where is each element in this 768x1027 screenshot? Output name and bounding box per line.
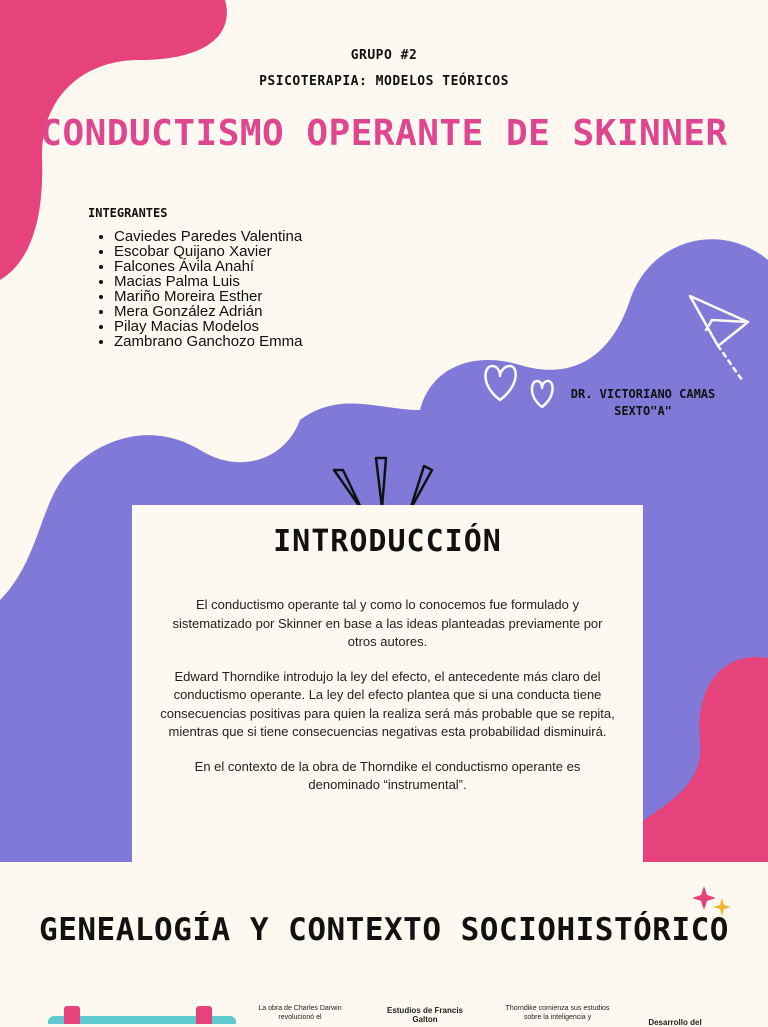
timeline-bar	[48, 1006, 236, 1024]
list-item: • Pilay Macias Modelos	[114, 319, 302, 334]
group-label: GRUPO #2	[350, 48, 418, 63]
intro-paragraph: En el contexto de la obra de Thorndike el conductismo operante es denominado “instrumental”.	[194, 758, 581, 792]
intro-body	[160, 596, 615, 811]
timeline-entry: Estudios de Francis Galton	[386, 1006, 464, 1024]
page-title: CONDUCTISMO OPERANTE DE SKINNER	[40, 113, 728, 154]
intro-paragraph: Edward Thorndike introdujo la ley del efecto, el antecedente más claro del conductismo operante. La ley del efecto plantea que si una conducta tiene consecuencias positivas para quien la realiza será más probable que se repita, mientras que si tiene consecuencias negativas esta probabilidad disminuirá.	[160, 668, 615, 739]
teacher-block	[548, 386, 738, 420]
genealogy-heading: GENEALOGÍA Y CONTEXTO SOCIOHISTÓRICO	[39, 912, 729, 948]
course-label: PSICOTERAPIA: MODELOS TEÓRICOS	[259, 74, 509, 89]
intro-heading: INTRODUCCIÓN	[273, 524, 502, 559]
members-heading: INTEGRANTES	[88, 206, 168, 220]
members-list	[96, 229, 302, 349]
list-item: • Mera González Adrián	[114, 304, 302, 319]
timeline-entry: La obra de Charles Darwin revolucionó el	[258, 1005, 342, 1021]
intro-paragraph: El conductismo operante tal y como lo conocemos fue formulado y sistematizado por Skinner en base a las ideas planteadas previamente por otros autores.	[172, 597, 603, 649]
list-item: • Caviedes Paredes Valentina	[114, 229, 302, 244]
list-item: • Falcones Ávila Anahí	[114, 259, 302, 274]
list-item: • Escobar Quijano Xavier	[114, 244, 302, 259]
teacher-course: SEXTO"A"	[614, 404, 672, 418]
list-item: • Macias Palma Luis	[114, 274, 302, 289]
timeline-entry: Desarrollo del	[648, 1018, 702, 1027]
timeline-entry: Thorndike comienza sus estudios sobre la inteligencia y	[505, 1005, 610, 1021]
teacher-name: DR. VICTORIANO CAMAS	[570, 387, 716, 401]
list-item: • Zambrano Ganchozo Emma	[114, 334, 302, 349]
list-item: • Mariño Moreira Esther	[114, 289, 302, 304]
